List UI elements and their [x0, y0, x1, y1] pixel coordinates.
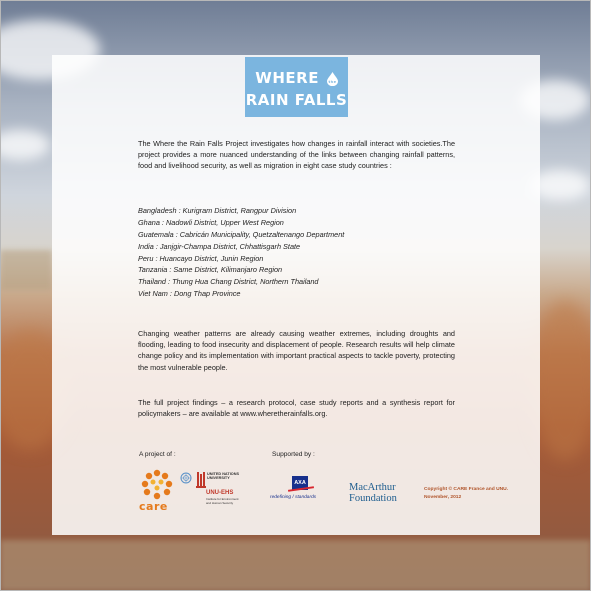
list-item: Tanzania : Same District, Kilimanjaro Region	[138, 265, 283, 275]
macarthur-logo	[349, 482, 397, 504]
logo-drop-label: the	[328, 79, 337, 84]
list-item: Guatemala : Cabricán Municipality, Quetzaltenango Department	[138, 229, 345, 239]
care-wordmark: care	[139, 500, 168, 513]
copyright-line-1: Copyright © CARE France and UNU.	[424, 487, 509, 492]
unu-building-icon	[196, 470, 206, 490]
unu-name: UNITED NATIONS UNIVERSITY	[207, 472, 239, 481]
axa-tagline: redefining / standards	[270, 495, 317, 500]
findings-paragraph: The full project findings – a research protocol, case study reports and a synthesis report for policymakers – are available at www.wheretherainfalls.org.	[138, 398, 455, 419]
project-of-label: A project of :	[139, 451, 176, 458]
copyright-line-2: November, 2012	[424, 495, 462, 500]
list-item: Bangladesh : Kurigram District, Rangpur Division	[138, 206, 297, 215]
intro-paragraph: The Where the Rain Falls Project investigates how changes in rainfall interact with societies.The project provides a more nuanced understanding of the links between changing rainfall patterns, food and livelihood security, as well as migration in eight case study countries :	[138, 139, 455, 171]
axa-logo	[270, 476, 336, 504]
raindrop-icon	[327, 72, 338, 86]
copyright-notice	[424, 486, 508, 502]
list-item: Viet Nam : Dong Thap Province	[138, 289, 241, 299]
logo-line-1: WHERE	[255, 69, 319, 87]
axa-mark: AXA	[292, 476, 308, 490]
unu-ehs-logo	[196, 470, 250, 510]
list-item: Peru : Huancayo District, Junin Region	[138, 253, 264, 263]
logo-line-2: RAIN FALLS	[245, 91, 348, 109]
macarthur-line-1: MacArthur	[349, 482, 396, 493]
weather-paragraph: Changing weather patterns are already causing weather extremes, including droughts and flooding, leading to food insecurity and displacement of people. Research results will help climate change policy and its implementation with important practical aspects to tackle poverty, protecting the most vulnerable people.	[138, 329, 455, 372]
list-item: Thailand : Thung Hua Chang District, Northern Thailand	[138, 277, 319, 287]
macarthur-line-2: Foundation	[349, 493, 397, 504]
unu-ehs-name: UNU-EHS	[206, 490, 234, 496]
supported-by-label: Supported by :	[272, 451, 315, 458]
list-item: Ghana : Nadowli District, Upper West Region	[138, 217, 284, 227]
unu-ehs-subtitle: Institute for Environment and Human Security	[206, 497, 239, 505]
country-list	[138, 205, 455, 300]
list-item: India : Janjgir-Champa District, Chhattisgarh State	[138, 241, 301, 251]
where-rain-falls-logo	[245, 57, 348, 117]
un-emblem-icon	[180, 472, 192, 484]
